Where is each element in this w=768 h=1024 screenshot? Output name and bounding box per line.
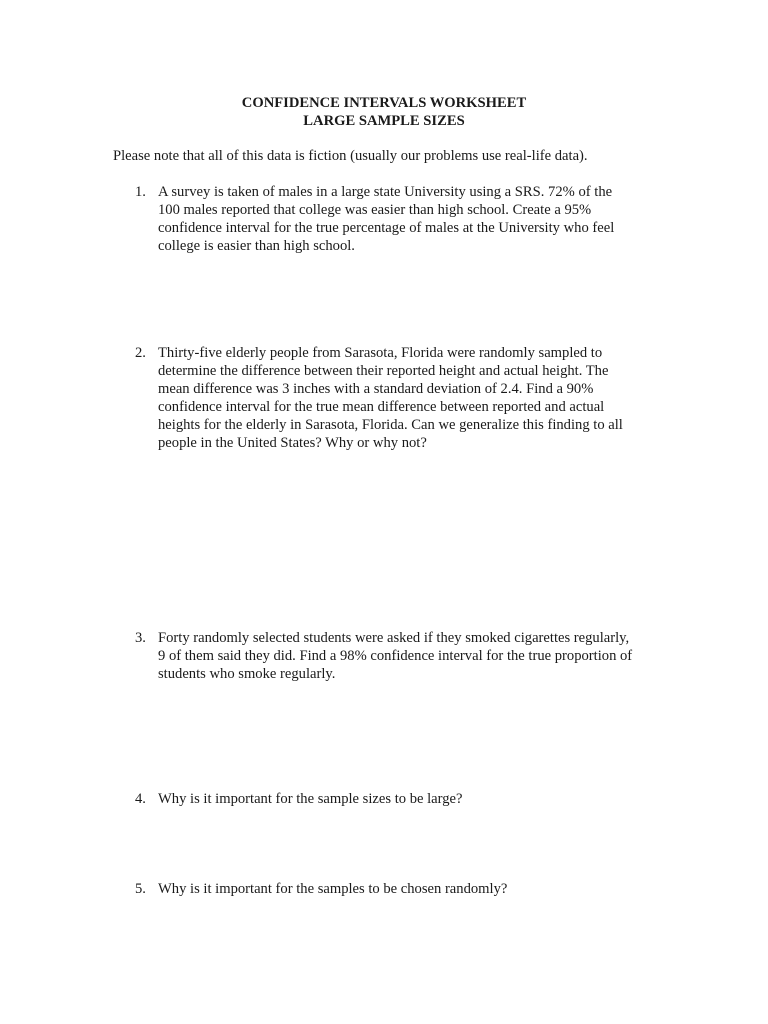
question-line: confidence interval for the true mean difference between reported and actual [158,399,605,415]
question-text [158,629,663,683]
question-line: determine the difference between their reported height and actual height. The [158,363,609,379]
question-line: A survey is taken of males in a large state University using a SRS. 72% of the [158,184,613,200]
worksheet-title [0,94,768,130]
title-line-sub: LARGE SAMPLE SIZES [303,113,465,129]
question-line: mean difference was 3 inches with a standard deviation of 2.4. Find a 90% [158,381,594,397]
question-line: Why is it important for the samples to be chosen randomly? [158,881,508,897]
question-line: 100 males reported that college was easier than high school. Create a 95% [158,202,592,218]
question-number: 2. [135,345,146,361]
question-line: 9 of them said they did. Find a 98% confidence interval for the true proportion of [158,648,633,664]
question-text [158,790,663,808]
question-line: Forty randomly selected students were asked if they smoked cigarettes regularly, [158,630,630,646]
question-line: heights for the elderly in Sarasota, Florida. Can we generalize this finding to all [158,417,623,433]
question-text [158,880,663,898]
title-line-main: CONFIDENCE INTERVALS WORKSHEET [241,95,527,111]
question-number: 1. [135,184,146,200]
question-number: 4. [135,791,146,807]
question-number: 5. [135,881,146,897]
question-line: students who smoke regularly. [158,666,336,682]
intro-note: Please note that all of this data is fiction (usually our problems use real-life data). [113,148,588,164]
question-line: Thirty-five elderly people from Sarasota, Florida were randomly sampled to [158,345,603,361]
question-line: Why is it important for the sample sizes to be large? [158,791,463,807]
question-number: 3. [135,630,146,646]
question-text [158,183,663,255]
question-text [158,344,663,452]
question-line: people in the United States? Why or why not? [158,435,427,451]
question-line: college is easier than high school. [158,238,355,254]
question-line: confidence interval for the true percentage of males at the University who feel [158,220,615,236]
